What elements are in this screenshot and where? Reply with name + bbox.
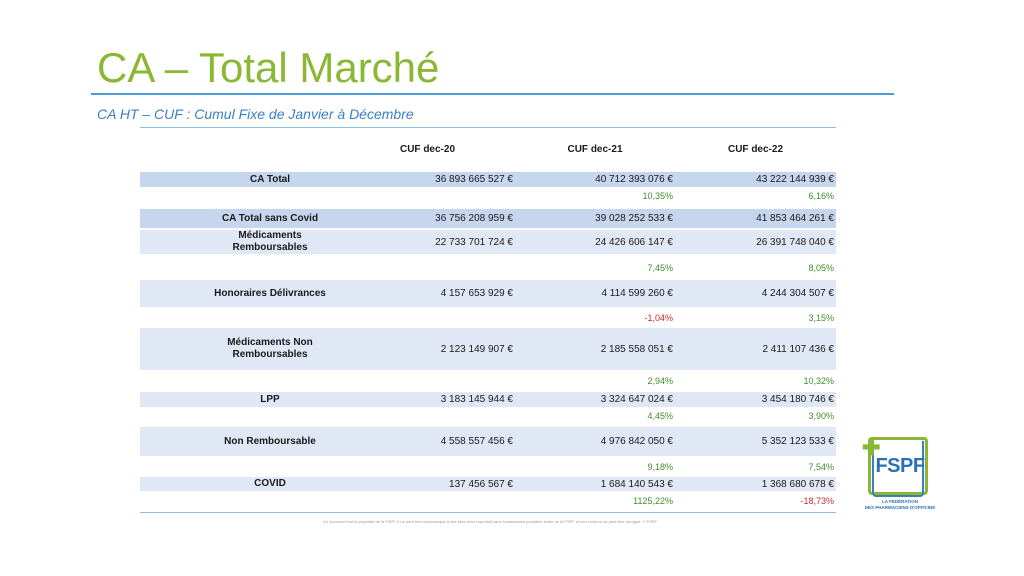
cell-dec22: 41 853 464 261 €	[756, 213, 834, 224]
cell-dec21: 10,35%	[642, 191, 673, 201]
cell-dec21: 2 185 558 051 €	[600, 343, 673, 355]
cell-dec22: 5 352 123 533 €	[761, 436, 834, 447]
table-row	[140, 328, 836, 370]
table-row	[140, 258, 836, 278]
title-underline	[91, 93, 894, 95]
cell-dec20: 4 558 557 456 €	[440, 436, 513, 447]
cell-dec22: 3 454 180 746 €	[761, 394, 834, 405]
cell-dec22: 3,15%	[808, 313, 834, 323]
row-label: CA Total	[250, 173, 290, 185]
cell-dec22: 4 244 304 507 €	[761, 288, 834, 299]
cell-dec21: 9,18%	[647, 461, 673, 472]
cell-dec21: 7,45%	[647, 263, 673, 273]
cell-dec21: -1,04%	[644, 313, 673, 323]
cell-dec21: 4 114 599 260 €	[601, 288, 673, 299]
table-bottom-divider	[140, 512, 836, 513]
cell-dec22: 10,32%	[803, 376, 834, 386]
table-row	[140, 189, 836, 203]
cell-dec21: 4,45%	[647, 410, 673, 421]
fspf-logo	[858, 437, 942, 517]
row-label: COVID	[254, 478, 286, 489]
cell-dec22: -18,73%	[800, 495, 834, 506]
row-label: CA Total sans Covid	[221, 212, 319, 224]
cell-dec20: 22 733 701 724 €	[435, 236, 513, 248]
cell-dec21: 4 976 842 050 €	[600, 436, 673, 447]
table-header-row	[140, 141, 836, 157]
cell-dec20: 137 456 567 €	[449, 478, 513, 490]
cell-dec22: 43 222 144 939 €	[756, 174, 834, 185]
cell-dec20: 4 157 653 929 €	[440, 288, 513, 299]
header-cell-dec20: CUF dec-20	[399, 143, 455, 155]
cell-dec21: 3 324 647 024 €	[600, 394, 673, 405]
row-label: Médicaments Remboursables	[232, 230, 308, 253]
cell-dec22: 2 411 107 436 €	[762, 343, 834, 355]
row-label: LPP	[260, 393, 280, 405]
table-row	[140, 372, 836, 390]
logo-tagline-line1: LA FÉDÉRATION	[882, 499, 918, 504]
cell-dec22: 6,16%	[808, 191, 834, 201]
cell-dec22: 1 368 680 678 €	[761, 478, 834, 490]
cell-dec20: 36 893 665 527 €	[435, 174, 513, 185]
header-cell-dec22: CUF dec-22	[727, 143, 783, 155]
logo-wordmark: FSPF	[875, 455, 925, 477]
cell-dec21: 1 684 140 543 €	[600, 478, 673, 490]
cell-dec20: 3 183 145 944 €	[440, 394, 513, 405]
table-row	[140, 477, 836, 491]
cell-dec21: 24 426 606 147 €	[595, 236, 673, 248]
table-row	[140, 172, 836, 187]
cell-dec22: 3,90%	[808, 410, 834, 421]
footnote-disclaimer: Ce document est la propriété de la FSPF. Il ne peut être communiqué à des tiers ni/ou reproduit sans l'autorisation préalable écrite de la FSPF et son contenu ne peut être divulgué. © FSPF	[323, 519, 657, 524]
logo-tagline-line2: DES PHARMACIENS D'OFFICINE	[864, 505, 936, 510]
table-row	[140, 230, 836, 254]
table-row	[140, 309, 836, 327]
slide-title: CA – Total Marché	[97, 44, 440, 91]
table-row	[140, 427, 836, 456]
cell-dec22: 7,54%	[808, 461, 834, 472]
row-label: Médicaments Non Remboursables	[227, 337, 313, 360]
cell-dec22: 26 391 748 040 €	[756, 236, 834, 248]
table-row	[140, 493, 836, 508]
row-label: Honoraires Délivrances	[214, 287, 326, 299]
table-row	[140, 280, 836, 307]
cell-dec20: 2 123 149 907 €	[440, 343, 513, 355]
pharmacy-cross-icon: ✚	[862, 435, 881, 460]
cell-dec22: 8,05%	[808, 263, 834, 273]
cell-dec20: 36 756 208 959 €	[435, 213, 513, 224]
header-cell-dec21: CUF dec-21	[567, 143, 623, 155]
row-label: Non Remboursable	[224, 435, 316, 447]
cell-dec21: 40 712 393 076 €	[595, 174, 673, 185]
table-row	[140, 408, 836, 423]
table-row	[140, 457, 836, 476]
table-row	[140, 392, 836, 407]
table-row	[140, 209, 836, 228]
cell-dec21: 39 028 252 533 €	[595, 213, 673, 224]
subtitle-divider	[140, 127, 836, 128]
cell-dec21: 1125,22%	[633, 495, 673, 506]
slide-subtitle: CA HT – CUF : Cumul Fixe de Janvier à Décembre	[97, 106, 414, 122]
cell-dec21: 2,94%	[647, 376, 673, 386]
